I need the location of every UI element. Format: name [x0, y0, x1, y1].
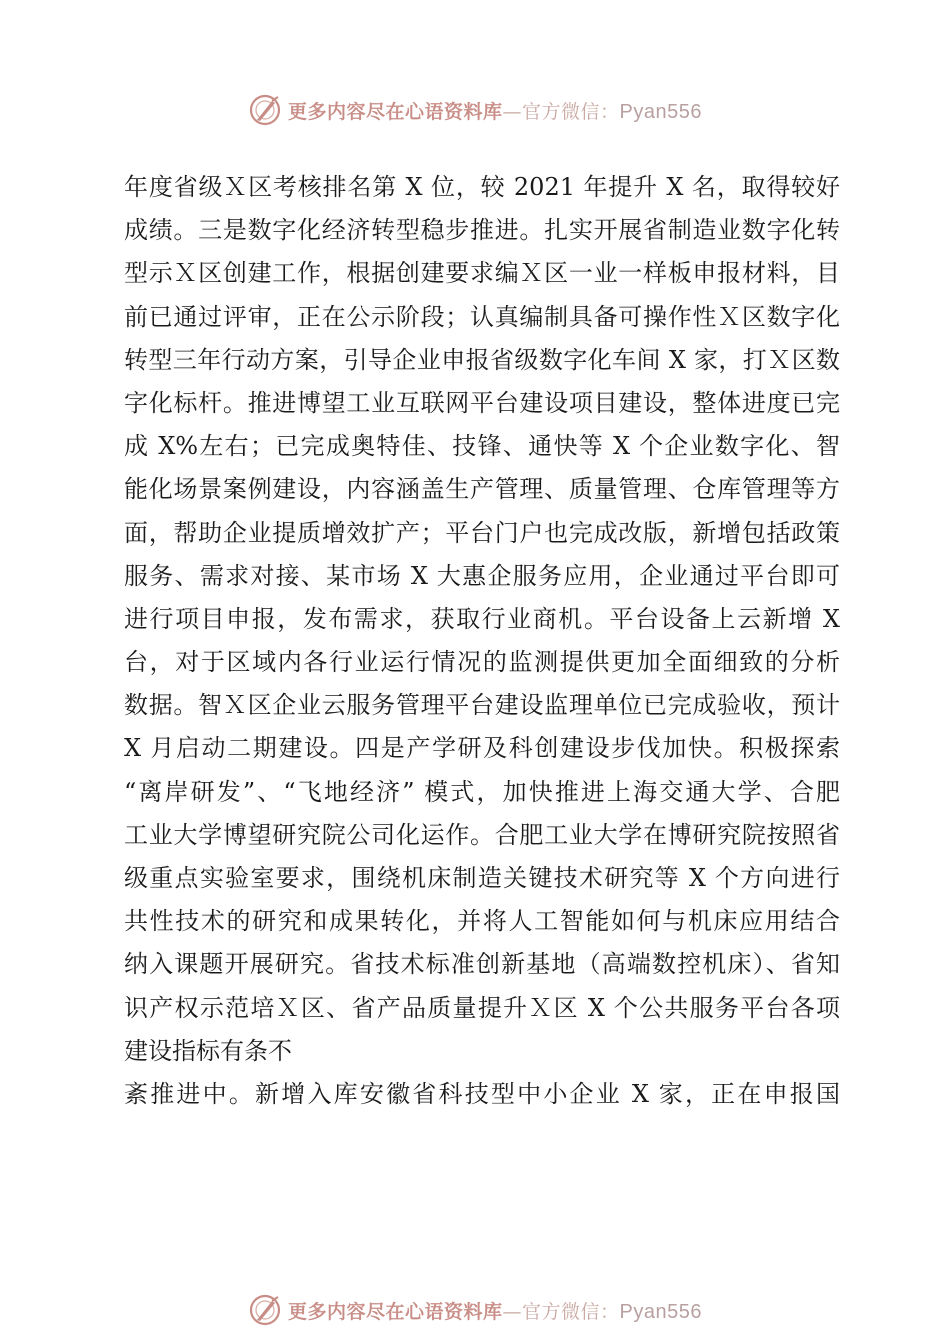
body-line: 能化场景案例建设，内容涵盖生产管理、质量管理、仓库管理等方: [124, 475, 840, 504]
watermark-brand: 更多内容尽在心语资料库: [288, 1300, 503, 1323]
body-line: 成 X%左右；已完成奥特佳、技锋、通快等 X 个企业数字化、智: [124, 432, 840, 461]
body-line: 型示Ｘ区创建工作，根据创建要求编Ｘ区一业一样板申报材料，目: [124, 259, 840, 288]
watermark-wechat-id: Pyan556: [619, 1300, 702, 1323]
watermark-header: [0, 88, 950, 132]
body-line: X 月启动二期建设。四是产学研及科创建设步伐加快。积极探索: [124, 734, 840, 763]
body-line: 台，对于区域内各行业运行情况的监测提供更加全面细致的分析: [124, 648, 840, 677]
body-line: 进行项目申报，发布需求，获取行业商机。平台设备上云新增 X: [124, 604, 840, 633]
body-line: 年度省级Ｘ区考核排名第 X 位，较 2021 年提升 X 名，取得较好: [124, 173, 840, 201]
body-line: 建设指标有条不: [124, 1036, 292, 1065]
body-line: 成绩。三是数字化经济转型稳步推进。扎实开展省制造业数字化转: [124, 216, 840, 245]
body-line: 识产权示范培Ｘ区、省产品质量提升Ｘ区 X 个公共服务平台各项: [124, 993, 840, 1022]
body-line: 级重点实验室要求，围绕机床制造关键技术研究等 X 个方向进行: [124, 864, 840, 892]
watermark-label: 官方微信：: [522, 100, 620, 123]
document-body: [124, 166, 840, 1116]
body-line: 纳入课题开展研究。省技术标准创新基地（高端数控机床）、省知: [124, 950, 840, 979]
body-line: “离岸研发”、“飞地经济” 模式，加快推进上海交通大学、合肥: [124, 777, 840, 806]
watermark-text: [288, 1297, 702, 1324]
watermark-label: 官方微信：: [522, 1300, 620, 1323]
body-line: 字化标杆。推进博望工业互联网平台建设项目建设，整体进度已完: [124, 388, 840, 417]
watermark-dash: —: [502, 100, 523, 123]
body-line: 服务、需求对接、某市场 X 大惠企服务应用，企业通过平台即可: [124, 561, 840, 590]
quill-seal-icon: [248, 1293, 282, 1327]
watermark-text: [288, 97, 702, 124]
body-line: 紊推进中。新增入库安徽省科技型中小企业 X 家，正在申报国: [124, 1079, 840, 1108]
body-line: 工业大学博望研究院公司化运作。合肥工业大学在博研究院按照省: [124, 820, 840, 849]
body-line: 前已通过评审，正在公示阶段；认真编制具备可操作性Ｘ区数字化: [124, 302, 840, 331]
watermark-brand: 更多内容尽在心语资料库: [288, 100, 503, 123]
body-line: 面，帮助企业提质增效扩产；平台门户也完成改版，新增包括政策: [124, 518, 840, 547]
watermark-footer: [0, 1288, 950, 1332]
body-line: 数据。智Ｘ区企业云服务管理平台建设监理单位已完成验收，预计: [124, 691, 840, 720]
watermark-wechat-id: Pyan556: [619, 100, 702, 123]
quill-seal-icon: [248, 93, 282, 127]
body-line: 转型三年行动方案，引导企业申报省级数字化车间 X 家，打Ｘ区数: [124, 345, 840, 374]
body-line: 共性技术的研究和成果转化，并将人工智能如何与机床应用结合: [124, 907, 840, 936]
watermark-dash: —: [502, 1300, 523, 1323]
